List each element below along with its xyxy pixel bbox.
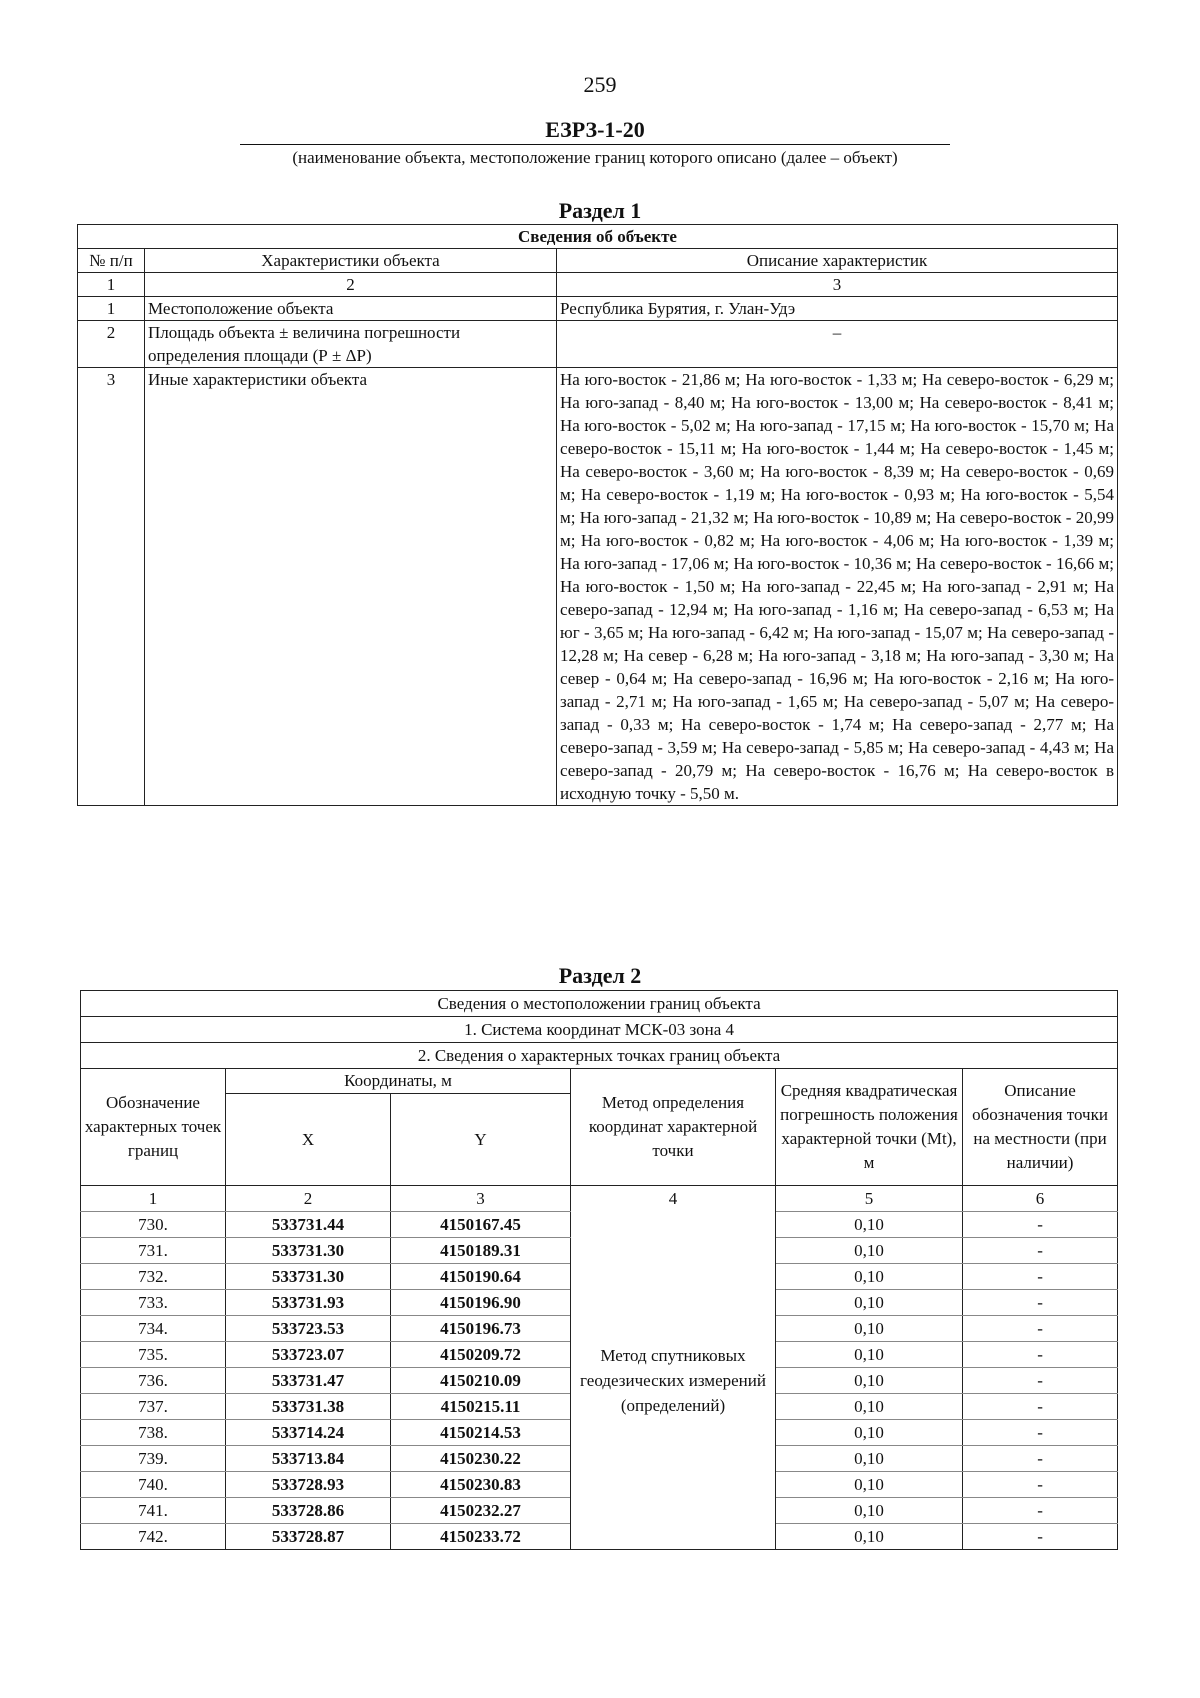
boundary-table-title: Сведения о местоположении границ объекта bbox=[81, 991, 1118, 1017]
row-num: 2 bbox=[78, 321, 145, 368]
header-coords: Координаты, м bbox=[226, 1069, 571, 1094]
point-x: 533728.93 bbox=[226, 1472, 391, 1498]
point-desc: - bbox=[963, 1238, 1118, 1264]
boundary-points-table bbox=[80, 990, 1118, 1550]
point-mt: 0,10 bbox=[776, 1342, 963, 1368]
point-y: 4150209.72 bbox=[391, 1342, 571, 1368]
header-characteristic: Характеристики объекта bbox=[145, 249, 557, 273]
row-num: 1 bbox=[78, 297, 145, 321]
point-desc: - bbox=[963, 1290, 1118, 1316]
point-id: 733. bbox=[81, 1290, 226, 1316]
point-desc: - bbox=[963, 1420, 1118, 1446]
col-number: 2 bbox=[226, 1186, 391, 1212]
row-num: 3 bbox=[78, 368, 145, 806]
point-mt: 0,10 bbox=[776, 1212, 963, 1238]
point-mt: 0,10 bbox=[776, 1238, 963, 1264]
point-desc: - bbox=[963, 1498, 1118, 1524]
point-y: 4150230.22 bbox=[391, 1446, 571, 1472]
row-name: Иные характеристики объекта bbox=[145, 368, 557, 806]
object-name: ЕЗРЗ-1-20 bbox=[240, 116, 950, 145]
point-x: 533728.86 bbox=[226, 1498, 391, 1524]
point-y: 4150232.27 bbox=[391, 1498, 571, 1524]
header-y: Y bbox=[391, 1094, 571, 1186]
point-mt: 0,10 bbox=[776, 1420, 963, 1446]
point-id: 739. bbox=[81, 1446, 226, 1472]
point-desc: - bbox=[963, 1264, 1118, 1290]
point-desc: - bbox=[963, 1446, 1118, 1472]
point-id: 741. bbox=[81, 1498, 226, 1524]
point-mt: 0,10 bbox=[776, 1394, 963, 1420]
point-mt: 0,10 bbox=[776, 1446, 963, 1472]
point-x: 533731.47 bbox=[226, 1368, 391, 1394]
point-id: 736. bbox=[81, 1368, 226, 1394]
point-row bbox=[81, 1212, 1118, 1238]
row-name: Местоположение объекта bbox=[145, 297, 557, 321]
point-desc: - bbox=[963, 1368, 1118, 1394]
col-number: 5 bbox=[776, 1186, 963, 1212]
point-id: 731. bbox=[81, 1238, 226, 1264]
point-desc: - bbox=[963, 1524, 1118, 1550]
header-num: № п/п bbox=[78, 249, 145, 273]
point-x: 533731.93 bbox=[226, 1290, 391, 1316]
point-y: 4150230.83 bbox=[391, 1472, 571, 1498]
point-mt: 0,10 bbox=[776, 1264, 963, 1290]
col-number: 1 bbox=[81, 1186, 226, 1212]
row-desc: – bbox=[557, 321, 1118, 368]
header-description: Описание характеристик bbox=[557, 249, 1118, 273]
col-number: 2 bbox=[145, 273, 557, 297]
table-row bbox=[78, 321, 1118, 368]
point-mt: 0,10 bbox=[776, 1524, 963, 1550]
point-y: 4150214.53 bbox=[391, 1420, 571, 1446]
point-x: 533723.07 bbox=[226, 1342, 391, 1368]
point-x: 533731.38 bbox=[226, 1394, 391, 1420]
point-mt: 0,10 bbox=[776, 1316, 963, 1342]
point-x: 533728.87 bbox=[226, 1524, 391, 1550]
point-id: 737. bbox=[81, 1394, 226, 1420]
page-number: 259 bbox=[583, 72, 617, 97]
section1-title: Раздел 1 bbox=[558, 198, 642, 223]
method-value: Метод спутниковых геодезических измерений (определений) bbox=[571, 1212, 776, 1550]
point-y: 4150233.72 bbox=[391, 1524, 571, 1550]
point-mt: 0,10 bbox=[776, 1472, 963, 1498]
point-desc: - bbox=[963, 1316, 1118, 1342]
point-x: 533723.53 bbox=[226, 1316, 391, 1342]
point-id: 730. bbox=[81, 1212, 226, 1238]
point-y: 4150190.64 bbox=[391, 1264, 571, 1290]
point-x: 533714.24 bbox=[226, 1420, 391, 1446]
point-x: 533713.84 bbox=[226, 1446, 391, 1472]
point-desc: - bbox=[963, 1212, 1118, 1238]
header-designation: Обозначение характерных точек границ bbox=[81, 1069, 226, 1186]
header-error: Средняя квадратическая погрешность положения характерной точки (Mt), м bbox=[776, 1069, 963, 1186]
col-number: 4 bbox=[571, 1186, 776, 1212]
section2-title: Раздел 2 bbox=[558, 963, 642, 988]
point-desc: - bbox=[963, 1472, 1118, 1498]
point-mt: 0,10 bbox=[776, 1290, 963, 1316]
object-caption: (наименование объекта, местоположение границ которого описано (далее – объект) bbox=[292, 148, 898, 167]
row-desc: На юго-восток - 21,86 м; На юго-восток - 1,33 м; На северо-восток - 6,29 м; На юго-запад - 8,40 м; На юго-восток - 13,00 м; На северо-восток - 8,41 м; На юго-восток - 5,02 м; На юго-запад - 17,15 м; На юго-восток - 15,70 м; На северо-восток - 15,11 м; На юго-восток - 1,44 м; На северо-восток - 1,45 м; На северо-восток - 3,60 м; На юго-восток - 8,39 м; На северо-восток - 0,69 м; На северо-восток - 1,19 м; На юго-восток - 0,93 м; На юго-восток - 5,54 м; На юго-запад - 21,32 м; На юго-восток - 10,89 м; На северо-восток - 20,99 м; На юго-восток - 0,82 м; На юго-восток - 4,06 м; На юго-восток - 1,39 м; На юго-запад - 17,06 м; На юго-восток - 10,36 м; На северо-восток - 16,66 м; На юго-восток - 1,50 м; На юго-запад - 22,45 м; На юго-запад - 2,91 м; На северо-запад - 12,94 м; На юго-запад - 1,16 м; На северо-запад - 6,53 м; На юг - 3,65 м; На юго-запад - 6,42 м; На юго-запад - 15,07 м; На северо-запад - 12,28 м; На север - 6,28 м; На юго-запад - 3,18 м; На юго-запад - 3,30 м; На север - 0,64 м; На северо-запад - 16,96 м; На юго-восток - 2,16 м; На юго-запад - 2,71 м; На юго-запад - 1,65 м; На северо-запад - 5,07 м; На северо-запад - 0,33 м; На северо-восток - 1,74 м; На северо-запад - 2,77 м; На северо-запад - 3,59 м; На северо-запад - 5,85 м; На северо-запад - 4,43 м; На северо-запад - 20,79 м; На северо-восток - 16,76 м; На северо-восток в исходную точку - 5,50 м. bbox=[557, 368, 1118, 806]
coord-system: 1. Система координат МСК-03 зона 4 bbox=[81, 1017, 1118, 1043]
point-x: 533731.44 bbox=[226, 1212, 391, 1238]
point-y: 4150189.31 bbox=[391, 1238, 571, 1264]
col-number: 1 bbox=[78, 273, 145, 297]
table-row bbox=[78, 368, 1118, 806]
point-id: 742. bbox=[81, 1524, 226, 1550]
point-id: 740. bbox=[81, 1472, 226, 1498]
row-desc: Республика Бурятия, г. Улан-Удэ bbox=[557, 297, 1118, 321]
header-method: Метод определения координат характерной точки bbox=[571, 1069, 776, 1186]
point-id: 732. bbox=[81, 1264, 226, 1290]
header-point-description: Описание обозначения точки на местности (при наличии) bbox=[963, 1069, 1118, 1186]
points-title: 2. Сведения о характерных точках границ объекта bbox=[81, 1043, 1118, 1069]
point-x: 533731.30 bbox=[226, 1238, 391, 1264]
point-y: 4150215.11 bbox=[391, 1394, 571, 1420]
col-number: 3 bbox=[557, 273, 1118, 297]
header-x: X bbox=[226, 1094, 391, 1186]
table-row bbox=[78, 297, 1118, 321]
object-info-table bbox=[77, 224, 1118, 806]
col-number: 6 bbox=[963, 1186, 1118, 1212]
point-mt: 0,10 bbox=[776, 1498, 963, 1524]
col-number: 3 bbox=[391, 1186, 571, 1212]
point-y: 4150210.09 bbox=[391, 1368, 571, 1394]
point-id: 734. bbox=[81, 1316, 226, 1342]
row-name: Площадь объекта ± величина погрешности определения площади (Р ± ΔР) bbox=[145, 321, 557, 368]
point-desc: - bbox=[963, 1394, 1118, 1420]
point-mt: 0,10 bbox=[776, 1368, 963, 1394]
point-desc: - bbox=[963, 1342, 1118, 1368]
object-info-table-title: Сведения об объекте bbox=[78, 225, 1118, 249]
point-y: 4150196.90 bbox=[391, 1290, 571, 1316]
point-y: 4150196.73 bbox=[391, 1316, 571, 1342]
point-y: 4150167.45 bbox=[391, 1212, 571, 1238]
point-id: 735. bbox=[81, 1342, 226, 1368]
point-x: 533731.30 bbox=[226, 1264, 391, 1290]
point-id: 738. bbox=[81, 1420, 226, 1446]
